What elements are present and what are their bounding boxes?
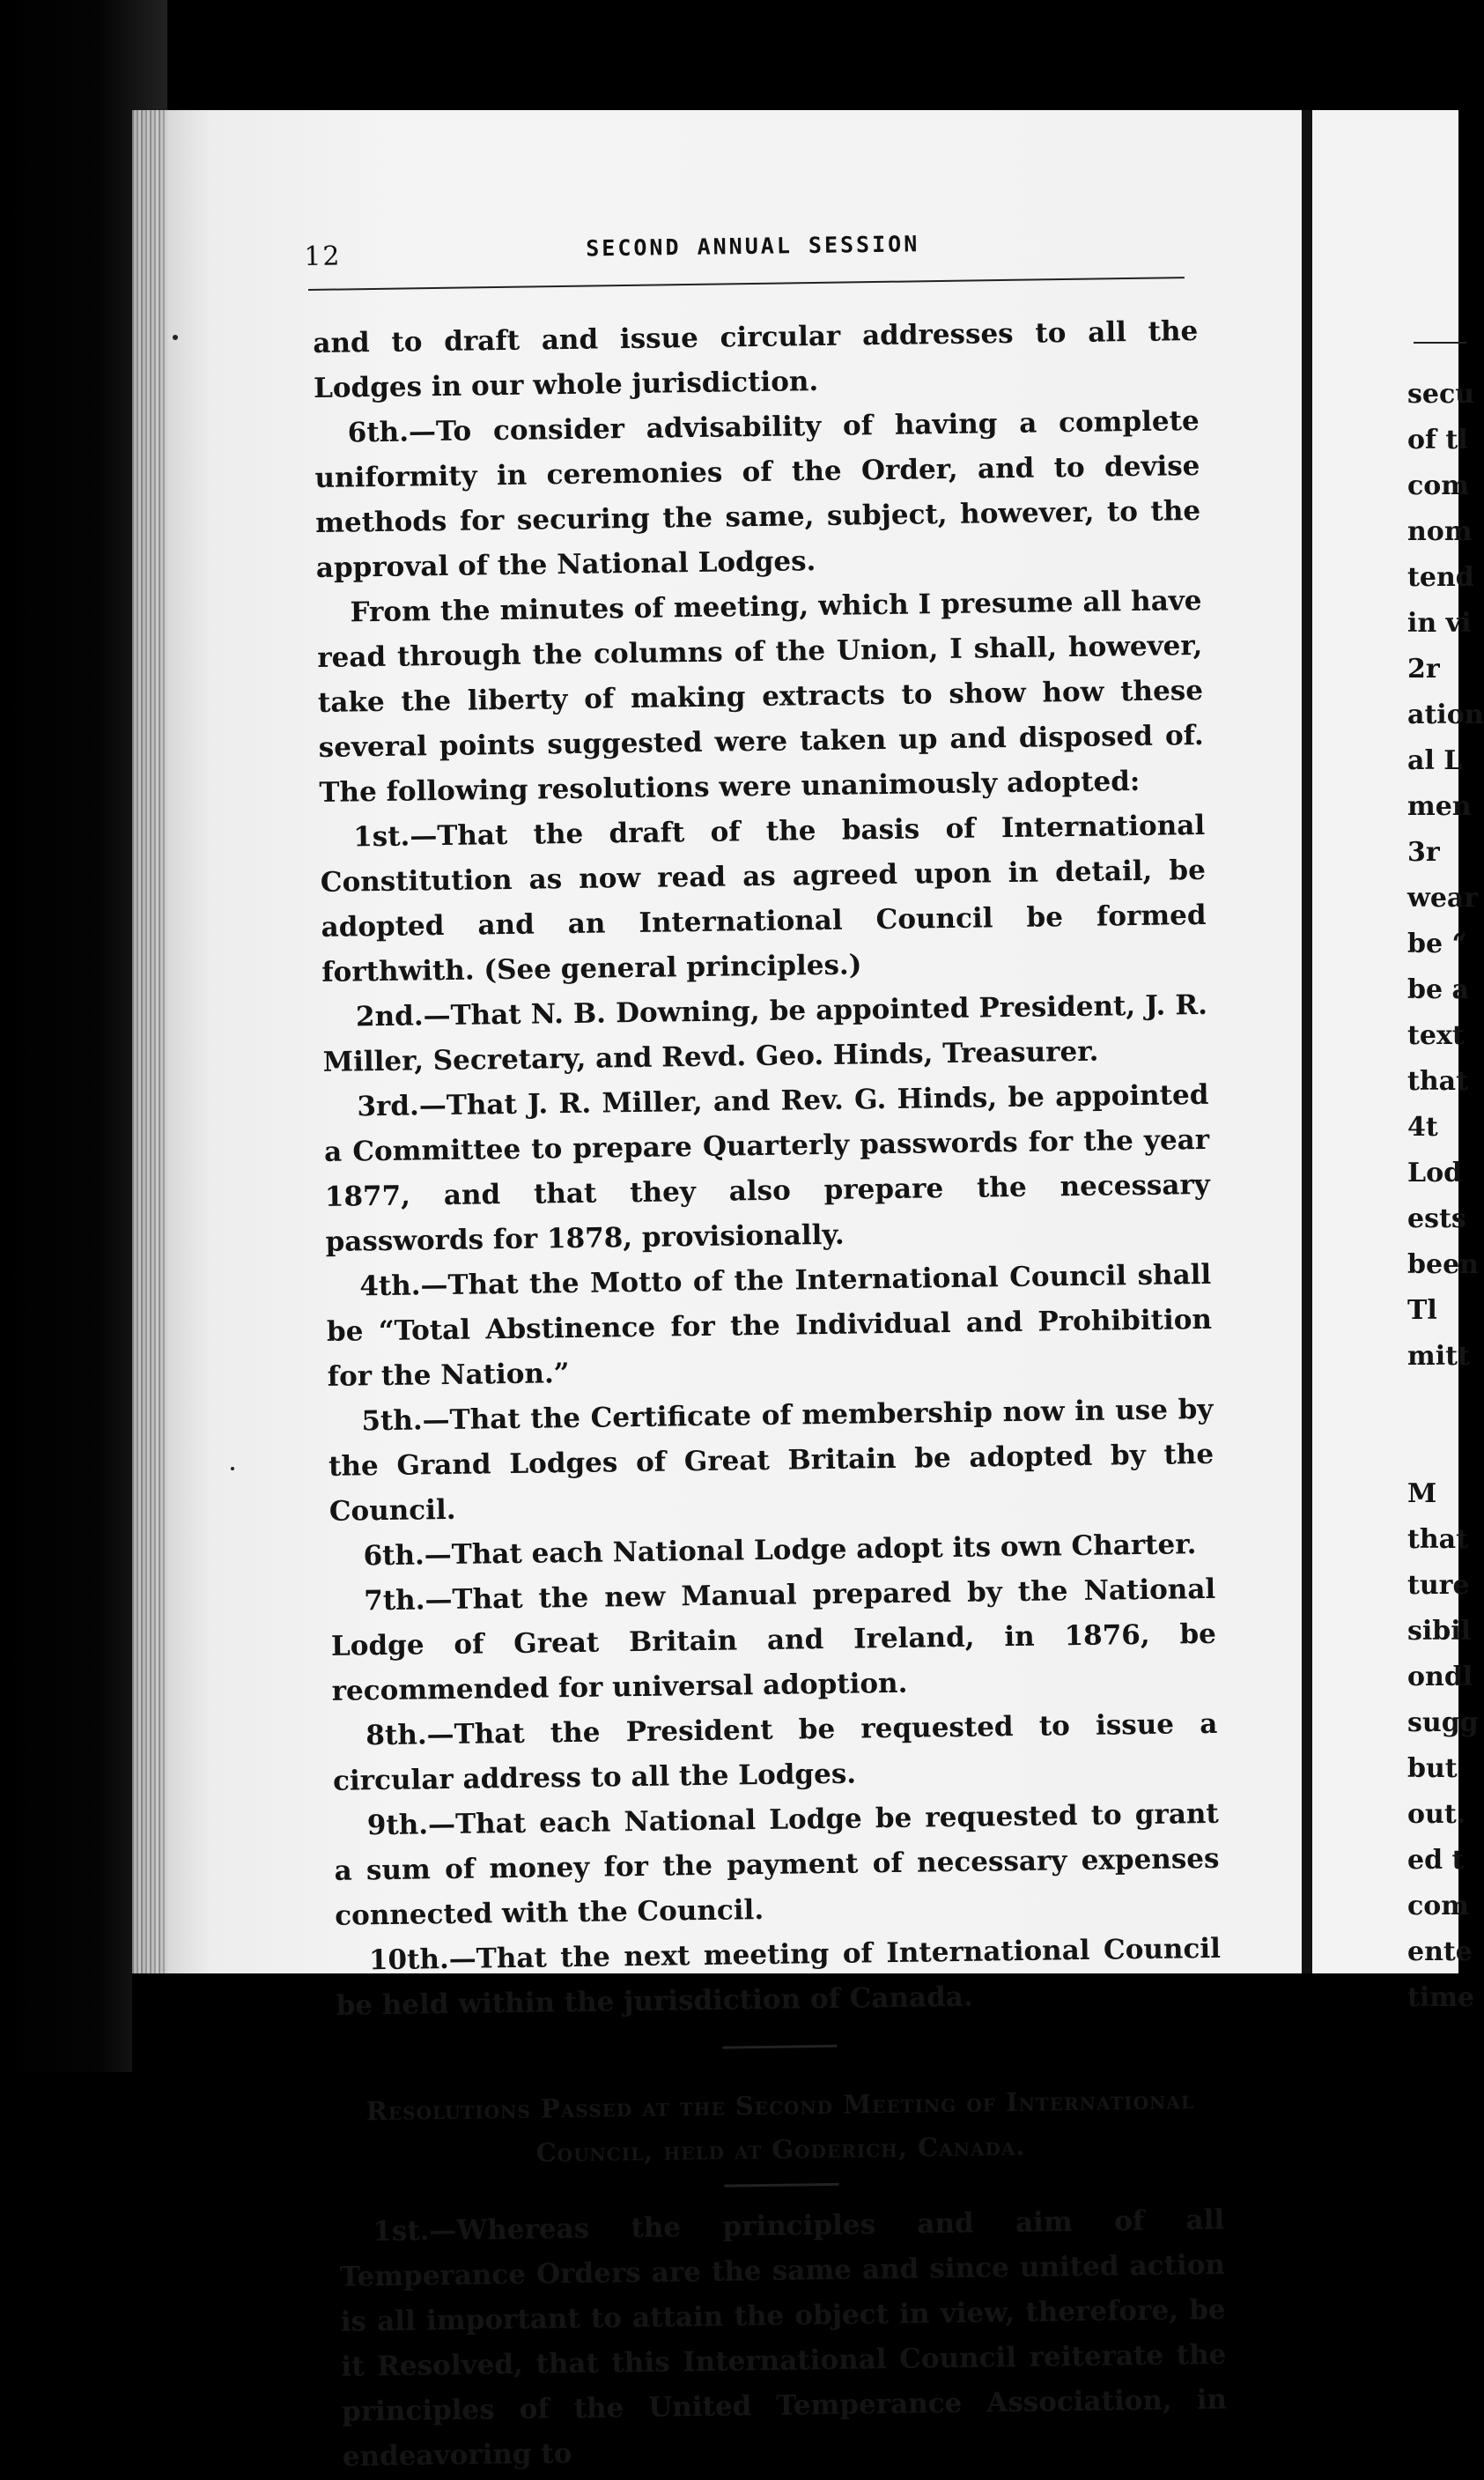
right-fragment: 4t <box>1407 1112 1438 1143</box>
right-fragment: men <box>1407 791 1472 822</box>
right-page-rule <box>1414 342 1466 344</box>
right-page-text <box>1407 372 1484 2021</box>
paragraph: 6th.—That each National Lodge adopt its own Charter. <box>363 1529 1197 1573</box>
right-fragment <box>1407 1425 1469 1471</box>
paragraph: 8th.—That the President be requested to issue a circular address to all the Lodges. <box>332 1707 1218 1797</box>
right-fragment: that <box>1407 1524 1468 1555</box>
right-fragment: sugg <box>1407 1707 1479 1738</box>
right-fragment: been <box>1407 1249 1479 1280</box>
right-fragment: ation <box>1407 700 1484 730</box>
right-fragment: ente <box>1407 1936 1473 1967</box>
right-fragment: secu <box>1407 379 1475 410</box>
right-fragment: out. <box>1407 1799 1466 1830</box>
section-rule <box>722 2045 837 2049</box>
right-fragment: ests <box>1407 1203 1466 1234</box>
paragraph: 2nd.—That N. B. Downing, be appointed President, J. R. Miller, Secretary, and Revd. Geo. Hinds, Treasurer. <box>322 988 1208 1078</box>
page-number: 12 <box>304 241 342 272</box>
paragraph: 10th.—That the next meeting of International Council be held within the jurisdiction of Canada. <box>336 1932 1222 2022</box>
paragraph: 1st.—That the draft of the basis of International Constitution as now read as agreed upon in detail, be adopted and an International Council be formed forthwith. (See general principles.) <box>320 809 1207 988</box>
right-fragment: time <box>1407 1982 1475 2013</box>
paragraph: 1st.—Whereas the principles and aim of all Temperance Orders are the same and since united action is all important to attain the object in view, therefore, be it Resolved, that this International Council reiterate the principles of the United Temperance Association, in endeavoring to <box>339 2203 1228 2473</box>
paragraph: From the minutes of meeting, which I presume all have read through the columns of the Union, I shall, however, take the liberty of making extracts to show how these several points suggested were taken up and disposed of. The following resolutions were unanimously adopted: <box>317 584 1204 809</box>
paragraph: 5th.—That the Certificate of membership now in use by the Grand Lodges of Great Britain be adopted by the Council. <box>328 1393 1215 1528</box>
right-fragment: that <box>1407 1066 1468 1097</box>
paragraph: 9th.—That each National Lodge be requested to grant a sum of money for the payment of necessary expenses connected with the Council. <box>334 1797 1220 1932</box>
right-fragment: be “ <box>1407 929 1467 959</box>
section-heading: Resolutions Passed at the Second Meeting of International Council, held at Goderich, Canada. <box>365 2084 1195 2168</box>
right-fragment: ed t <box>1407 1845 1465 1876</box>
paragraph: 4th.—That the Motto of the International Council shall be “Total Abstinence for the Individual and Prohibition for the Nation.” <box>326 1258 1213 1393</box>
right-fragment: com <box>1407 1891 1470 1921</box>
right-fragment: ture <box>1407 1570 1470 1601</box>
page-edge-shadow <box>132 110 167 1973</box>
paragraph: 6th.—To consider advisability of having a complete uniformity in ceremonies of the Order, and to devise methods for securing the same, subject, however, to the approval of the National Lodges. <box>314 404 1201 584</box>
right-fragment: sibil <box>1407 1616 1472 1647</box>
right-fragment: nom <box>1407 516 1473 547</box>
right-fragment: com <box>1407 470 1470 501</box>
book-gutter <box>1302 110 1312 2072</box>
paragraph: 3rd.—That J. R. Miller, and Rev. G. Hinds, be appointed a Committee to prepare Quarterly passwords for the year 1877, and that they also prepare the necessary passwords for 1878, provisionally. <box>323 1078 1211 1258</box>
running-head: SECOND ANNUAL SESSION <box>586 231 920 262</box>
right-fragment: of tl <box>1407 425 1468 455</box>
right-fragment: Lod <box>1407 1158 1463 1188</box>
scan-speck <box>231 1467 234 1470</box>
main-text <box>313 309 1228 2480</box>
right-fragment: al L <box>1407 745 1463 776</box>
right-fragment: 2r <box>1407 654 1440 685</box>
right-fragment: mitt <box>1407 1341 1470 1372</box>
right-fragment: Tl <box>1407 1295 1437 1326</box>
paragraph: and to draft and issue circular addresses to all the Lodges in our whole jurisdiction. <box>313 315 1199 404</box>
right-fragment: 3r <box>1407 837 1440 868</box>
paragraph: 7th.—That the new Manual prepared by the National Lodge of Great Britain and Ireland, in 1876, be recommended for universal adoption. <box>330 1573 1217 1707</box>
right-fragment: tend <box>1407 562 1474 593</box>
right-fragment: text <box>1407 1020 1465 1051</box>
right-fragment: in vi <box>1407 608 1472 639</box>
right-fragment: wear <box>1407 883 1479 914</box>
right-fragment: be a <box>1407 974 1469 1005</box>
right-fragment: but <box>1407 1753 1458 1784</box>
scan-speck <box>173 335 178 340</box>
right-fragment: M <box>1407 1478 1437 1509</box>
right-fragment: ondl <box>1407 1662 1473 1692</box>
right-fragment <box>1407 1380 1469 1425</box>
